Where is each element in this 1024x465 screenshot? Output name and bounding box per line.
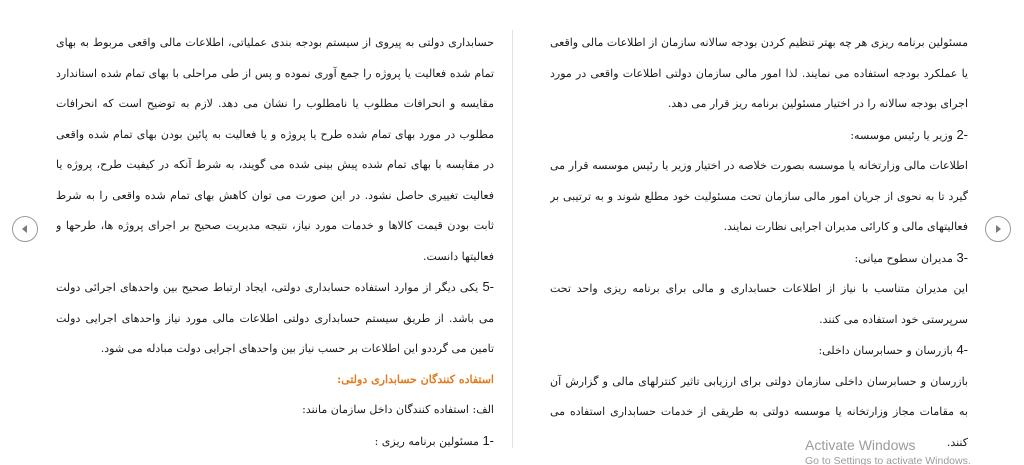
chevron-right-icon xyxy=(993,224,1003,234)
left-page xyxy=(56,28,494,448)
next-page-button[interactable] xyxy=(985,216,1011,242)
list-item xyxy=(550,335,968,367)
item-title: بازرسان و حسابرسان داخلی: xyxy=(818,344,953,357)
list-item xyxy=(550,243,968,275)
activation-watermark xyxy=(805,436,1024,465)
section-heading: استفاده کنندگان حسابداری دولتی: xyxy=(337,372,494,386)
list-item xyxy=(56,272,494,365)
list-item xyxy=(550,120,968,152)
right-page xyxy=(550,28,968,448)
previous-page-button[interactable] xyxy=(12,216,38,242)
watermark-title: Activate Windows xyxy=(805,437,916,453)
paragraph: مسئولین برنامه ریزی هر چه بهتر تنظیم کردن بودجه سالانه سازمان از اطلاعات مالی واقعی یا عملکرد بودجه استفاده می نمایند. لذا امور مالی سازمان دولتی اطلاعات واقعی در مورد اجرای بودجه سالانه را در اختیار مسئولین برنامه ریز قرار می دهد. xyxy=(550,36,968,110)
item-number: 4- xyxy=(956,342,968,357)
item-title: وزیر یا رئیس موسسه: xyxy=(850,128,953,142)
paragraph: این مدیران متناسب با نیاز از اطلاعات حسابداری و مالی برای برنامه ریزی واحد تحت سرپرستی خود استفاده می کنند. xyxy=(550,282,968,326)
item-title: مسئولین برنامه ریزی : xyxy=(374,434,479,448)
paragraph: بازرسان و حسابرسان داخلی سازمان دولتی برای ارزیابی تاثیر کنترلهای مالی و گزارش آن به مقامات مجاز وزارتخانه یا موسسه دولتی به طریقی از خدمات حسابداری استفاده می کنند. xyxy=(550,374,968,448)
item-number: 1- xyxy=(482,432,494,448)
item-number: 3- xyxy=(956,249,968,265)
item-number: 2- xyxy=(956,126,968,142)
paragraph: اطلاعات مالی وزارتخانه یا موسسه بصورت خلاصه در اختیار وزیر یا رئیس موسسه قرار می گیرد تا به نحوی از جریان امور مالی سازمان تحت مسئولیت خود مطلع شوند و به ترتیبی بر فعالیتهای مالی و کارائی مدیران اجرایی نظارت نمایند. xyxy=(550,159,968,233)
paragraph: حسابداری دولتی به پیروی از سیستم بودجه بندی عملیاتی، اطلاعات مالی واقعی مربوط به بهای تمام شده فعالیت یا پروژه را جمع آوری نموده و پس از طی مراحلی با بهای تمام شده استاندارد مقایسه و انحرافات مطلوب یا نامطلوب را نشان می دهد. لازم به توضیح است که انحرافات مطلوب در مورد بهای تمام شده طرح یا پروژه و یا فعالیت به پائین بودن بهای تمام شده واقعی در مقایسه با بهای تمام شده پیش بینی شده می گویند، به شرط آنکه در کیفیت طرح، پروژه یا فعالیت تغییری حاصل نشود. در این صورت می توان کاهش بهای تمام شده واقعی را به شرط ثابت بودن قیمت کالاها و خدمات مورد نیاز، نتیجه مدیریت صحیح بر اجرای پروژه ها، طرحها و فعالیتها دانست. xyxy=(56,36,494,263)
item-title: مدیران سطوح میانی: xyxy=(854,251,953,265)
item-body: یکی دیگر از موارد استفاده حسابداری دولتی، ایجاد ارتباط صحیح بین واحدهای اجرائی دولت می باشد. از طریق سیستم حسابداری دولتی اطلاعات مالی مورد نیاز واحدهای اجرایی دولت تامین می گرددو این اطلاعات بر حسب نیاز بین واحدهای اجرایی دولت مبادله می شود. xyxy=(56,281,494,355)
subheading: الف: استفاده کنندگان داخل سازمان مانند: xyxy=(302,403,494,416)
chevron-left-icon xyxy=(20,224,30,234)
list-item xyxy=(56,426,494,449)
item-number: 5- xyxy=(482,279,494,294)
watermark-subtitle: Go to Settings to activate Windows. xyxy=(805,455,971,465)
page-divider xyxy=(512,30,513,448)
